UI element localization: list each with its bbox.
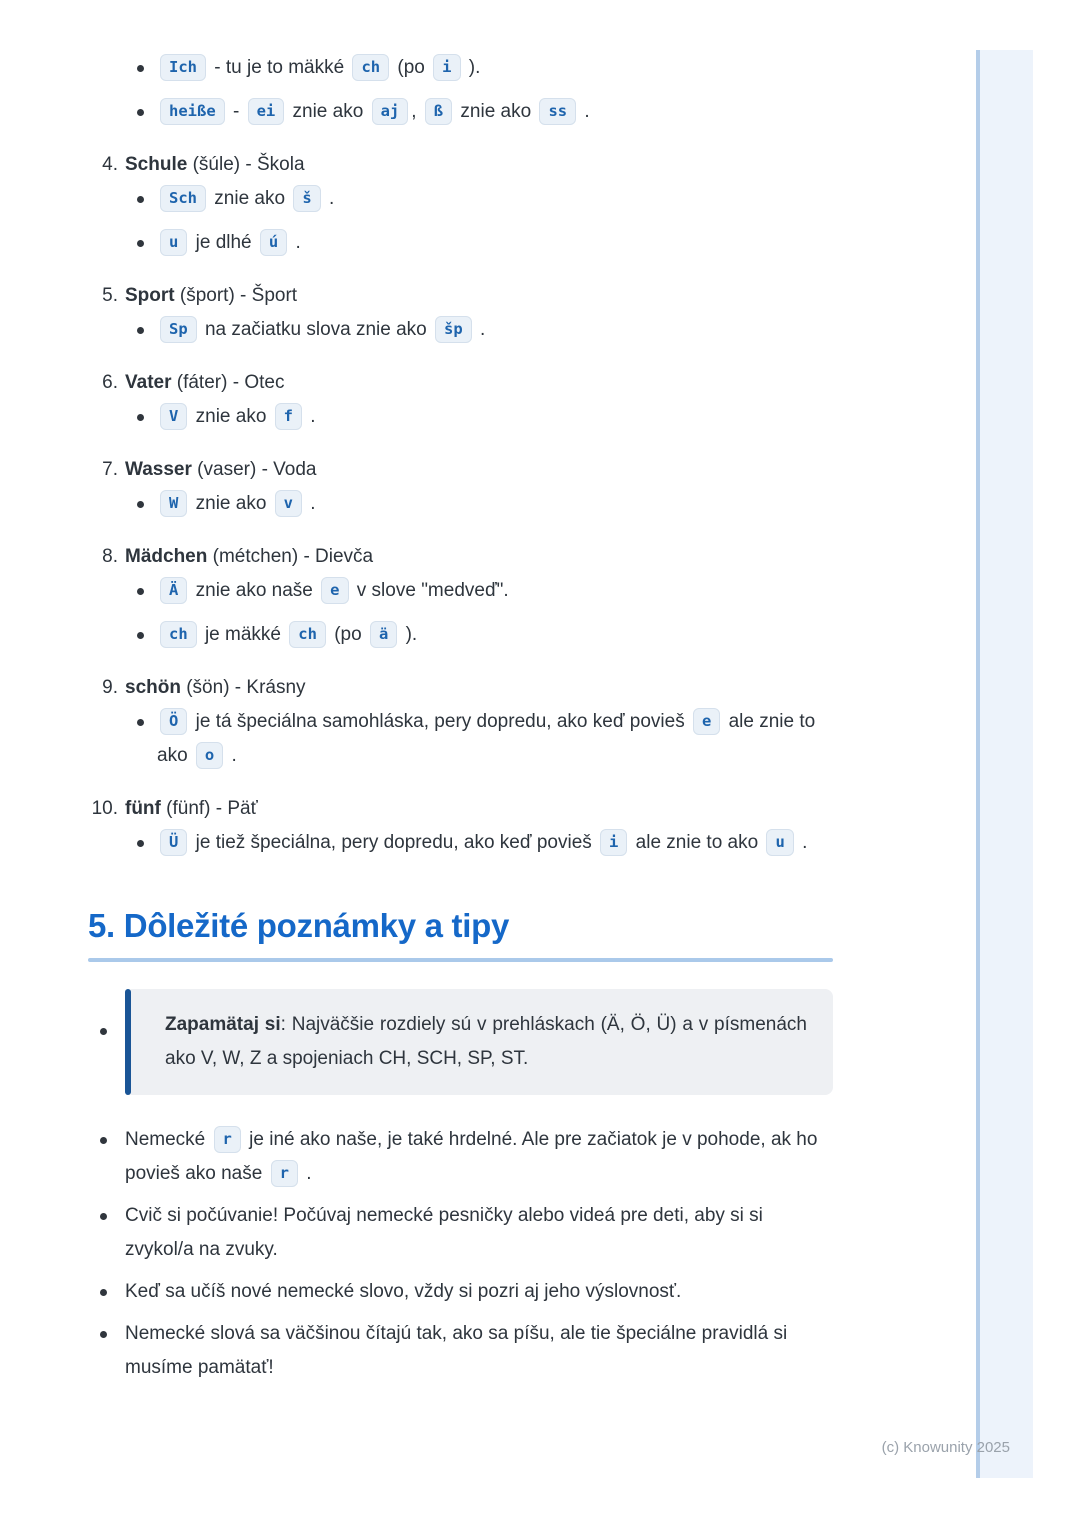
item-number: 10. xyxy=(91,798,118,819)
code-chip: Sch xyxy=(160,185,206,212)
bold-text: Zapamätaj si xyxy=(165,1014,281,1035)
code-chip: heiße xyxy=(160,98,225,125)
text-run: - xyxy=(227,101,245,122)
sub-bullet-list xyxy=(88,487,833,521)
numbered-item xyxy=(88,148,833,260)
text-run: je mäkké xyxy=(199,624,287,645)
text-run: znie ako xyxy=(209,188,291,209)
text-run: (po xyxy=(392,57,431,78)
code-chip: ú xyxy=(260,229,287,256)
item-tail-text: (šport) - Šport xyxy=(174,285,298,306)
code-chip: ch xyxy=(352,54,389,81)
german-word: schön xyxy=(125,677,181,698)
code-chip: š xyxy=(293,185,320,212)
text-run: . xyxy=(474,319,486,340)
code-chip: u xyxy=(766,829,793,856)
code-chip: e xyxy=(321,577,348,604)
text-run: znie ako xyxy=(287,101,369,122)
german-word: Mädchen xyxy=(125,546,208,567)
text-run: znie ako naše xyxy=(190,580,319,601)
list-item xyxy=(157,226,833,260)
numbered-item-head xyxy=(88,279,833,313)
code-chip: W xyxy=(160,490,187,517)
text-run: ). xyxy=(463,57,481,78)
text-run: , xyxy=(411,101,422,122)
callout-accent-bar xyxy=(125,989,131,1095)
sub-bullet-list xyxy=(88,705,833,773)
text-run: Keď sa učíš nové nemecké slovo, vždy si pozri aj jeho výslovnosť. xyxy=(125,1281,682,1302)
code-chip: Sp xyxy=(160,316,197,343)
heading-rule xyxy=(88,958,833,962)
list-item xyxy=(157,826,833,860)
german-word: Wasser xyxy=(125,459,192,480)
list-item xyxy=(157,182,833,216)
text-run: je dlhé xyxy=(190,232,257,253)
code-chip: aj xyxy=(372,98,409,125)
code-chip: o xyxy=(196,742,223,769)
numbered-item-head xyxy=(88,540,833,574)
item-number: 6. xyxy=(102,372,118,393)
code-chip: r xyxy=(271,1160,298,1187)
numbered-item xyxy=(88,671,833,773)
pronunciation-list xyxy=(88,148,833,860)
list-item xyxy=(157,618,833,652)
german-word: Vater xyxy=(125,372,172,393)
list-item xyxy=(157,487,833,521)
numbered-item-head xyxy=(88,148,833,182)
text-run: . xyxy=(305,406,316,427)
code-chip: Ä xyxy=(160,577,187,604)
text-run: (po xyxy=(328,624,367,645)
item-number: 5. xyxy=(102,285,118,306)
numbered-item xyxy=(88,792,833,860)
code-chip: f xyxy=(275,403,302,430)
numbered-item xyxy=(88,540,833,652)
callout-text xyxy=(165,1008,807,1076)
text-run: je iné ako naše, je také hrdelné. Ale pre začiatok je v pohode, ak ho povieš ako naše xyxy=(125,1129,818,1184)
numbered-item-head xyxy=(88,671,833,705)
text-run: na začiatku slova znie ako xyxy=(199,319,433,340)
document-content xyxy=(88,51,833,1385)
code-chip: ss xyxy=(539,98,576,125)
text-run: znie ako xyxy=(190,406,272,427)
code-chip: V xyxy=(160,403,187,430)
text-run: . xyxy=(796,832,808,853)
tip-item xyxy=(88,1199,833,1267)
callout-item xyxy=(88,989,833,1095)
sub-bullet-list xyxy=(88,574,833,652)
sub-bullet-list xyxy=(88,400,833,434)
numbered-item xyxy=(88,453,833,521)
german-word: Schule xyxy=(125,154,188,175)
numbered-item-head xyxy=(88,366,833,400)
text-run: je tiež špeciálna, pery dopredu, ako keď povieš xyxy=(190,832,598,853)
code-chip: i xyxy=(600,829,627,856)
item-tail-text: (šúle) - Škola xyxy=(187,154,305,175)
tip-item xyxy=(88,1317,833,1385)
item-tail-text: (fünf) - Päť xyxy=(160,798,258,819)
text-run: ). xyxy=(400,624,418,645)
text-run: ale znie to ako xyxy=(157,711,816,766)
code-chip: ä xyxy=(370,621,397,648)
code-chip: u xyxy=(160,229,187,256)
code-chip: Ö xyxy=(160,708,187,735)
section-heading: 5. Dôležité poznámky a tipy xyxy=(88,907,510,944)
item-number: 9. xyxy=(102,677,118,698)
text-run: . xyxy=(323,188,335,209)
list-item xyxy=(157,574,833,608)
text-run: Nemecké xyxy=(125,1129,211,1150)
german-word: fünf xyxy=(125,798,161,819)
text-run: . xyxy=(579,101,590,122)
numbered-item xyxy=(88,366,833,434)
item-number: 4. xyxy=(102,154,118,175)
list-item xyxy=(157,400,833,434)
list-item xyxy=(157,95,833,129)
numbered-item-head xyxy=(88,453,833,487)
text-run: ale znie to ako xyxy=(630,832,764,853)
continued-bullet-list xyxy=(88,51,833,129)
code-chip: v xyxy=(275,490,302,517)
numbered-item-head xyxy=(88,792,833,826)
sub-bullet-list xyxy=(88,182,833,260)
tip-item xyxy=(88,1275,833,1309)
text-run: - tu je to mäkké xyxy=(209,57,350,78)
text-run: znie ako xyxy=(455,101,537,122)
text-run: . xyxy=(290,232,301,253)
code-chip: šp xyxy=(435,316,472,343)
code-chip: ch xyxy=(160,621,197,648)
list-item xyxy=(157,51,833,85)
sub-bullet-list xyxy=(88,826,833,860)
text-run: . xyxy=(300,1163,312,1184)
sub-bullet-list xyxy=(88,313,833,347)
item-tail-text: (vaser) - Voda xyxy=(191,459,317,480)
text-run: . xyxy=(226,745,237,766)
copyright-notice: (c) Knowunity 2025 xyxy=(881,1439,1010,1456)
code-chip: ß xyxy=(425,98,452,125)
list-item xyxy=(157,705,833,773)
text-run: Nemecké slová sa väčšinou čítajú tak, ako sa píšu, ale tie špeciálne pravidlá si musíme pamätať! xyxy=(125,1323,788,1378)
code-chip: Ü xyxy=(160,829,187,856)
german-word: Sport xyxy=(125,285,175,306)
item-tail-text: (métchen) - Dievča xyxy=(207,546,374,567)
page-side-stripe xyxy=(976,50,1033,1478)
code-chip: e xyxy=(693,708,720,735)
code-chip: ch xyxy=(289,621,326,648)
text-run: znie ako xyxy=(190,493,272,514)
text-run: je tá špeciálna samohláska, pery dopredu, ako keď povieš xyxy=(190,711,690,732)
numbered-item xyxy=(88,279,833,347)
code-chip: r xyxy=(214,1126,241,1153)
item-number: 7. xyxy=(102,459,118,480)
text-run: : Najväčšie rozdiely sú v prehláskach (Ä, Ö, Ü) a v písmenách ako V, W, Z a spojeniach CH, SCH, SP, ST. xyxy=(165,1014,808,1069)
code-chip: i xyxy=(433,54,460,81)
code-chip: Ich xyxy=(160,54,206,81)
callout-box xyxy=(125,989,833,1095)
item-number: 8. xyxy=(102,546,118,567)
code-chip: ei xyxy=(248,98,285,125)
text-run: v slove "medveď". xyxy=(351,580,509,601)
tip-item xyxy=(88,1123,833,1191)
text-run: . xyxy=(305,493,316,514)
list-item xyxy=(157,313,833,347)
item-tail-text: (fáter) - Otec xyxy=(171,372,285,393)
item-tail-text: (šön) - Krásny xyxy=(180,677,306,698)
text-run: Cvič si počúvanie! Počúvaj nemecké pesničky alebo videá pre deti, aby si si zvykol/a na zvuky. xyxy=(125,1205,763,1260)
tips-list xyxy=(88,989,833,1385)
